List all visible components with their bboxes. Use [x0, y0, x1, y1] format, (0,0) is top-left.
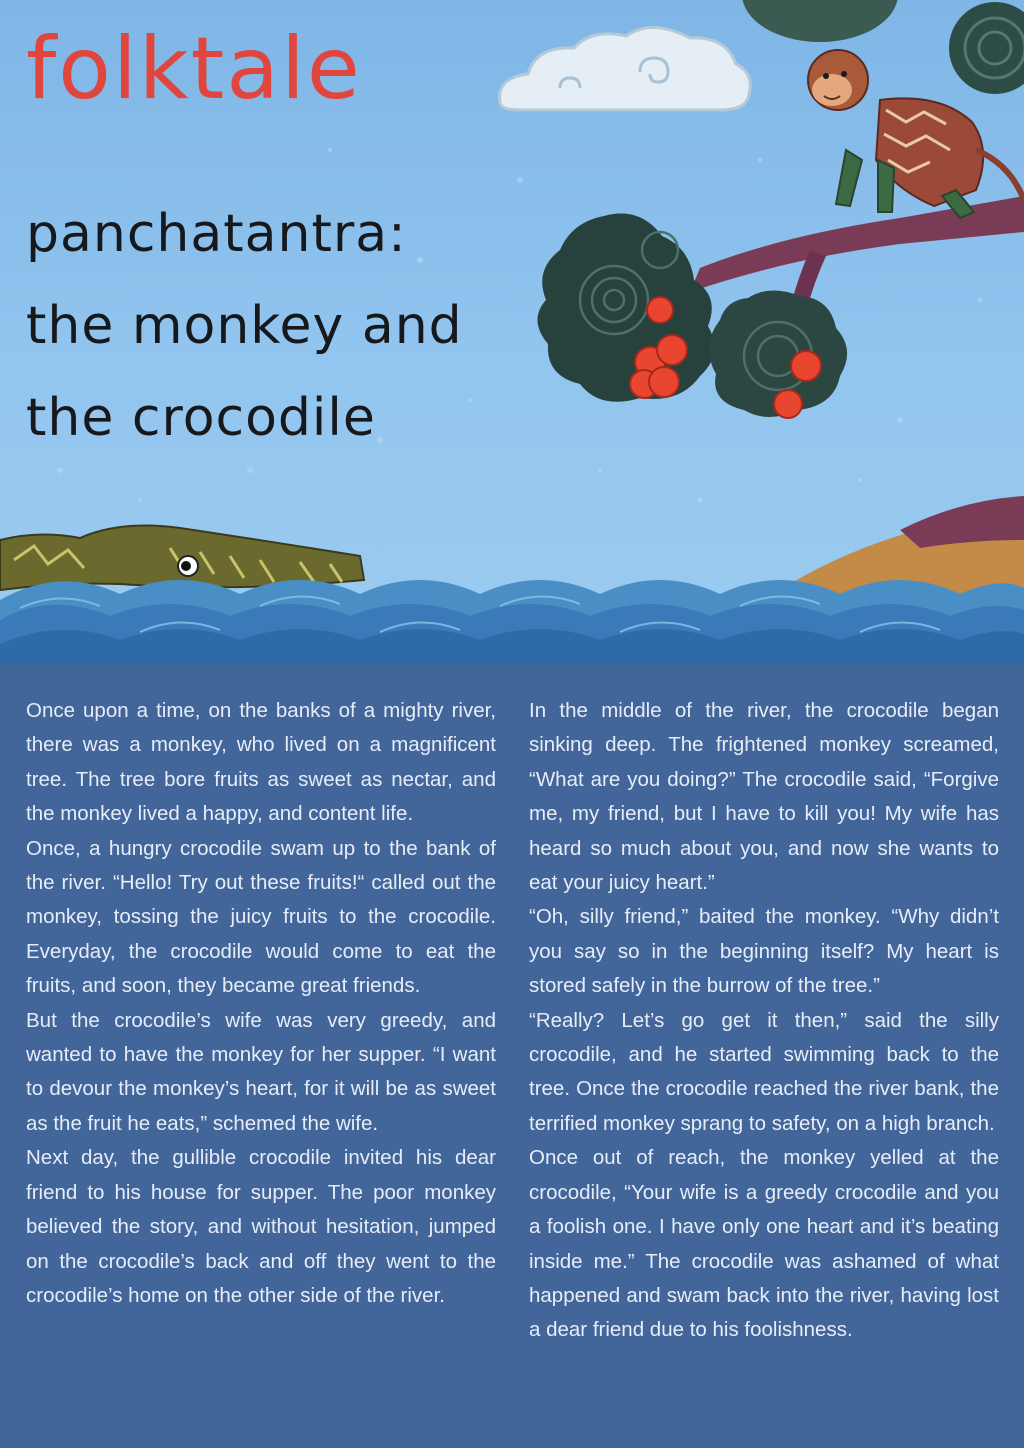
story-column-right [529, 694, 999, 1348]
story-column-left [26, 694, 496, 1313]
folktale-label: folktale [26, 19, 362, 119]
story-paragraph: “Really? Let’s go get it then,” said the silly crocodile, and he started swimming back to the tree. Once the crocodile reached the river bank, the terrified monkey sprang to safety, on a high branch. [529, 1008, 999, 1135]
story-text-panel [0, 664, 1024, 1448]
title-line: the monkey and [26, 296, 463, 356]
story-paragraph: Once, a hungry crocodile swam up to the bank of the river. “Hello! Try out these fruits!“ called out the monkey, tossing the juicy fruits to the crocodile. Everyday, the crocodile would come to eat the fruits, and soon, they became great friends. [26, 836, 496, 998]
story-paragraph: In the middle of the river, the crocodile began sinking deep. The frightened monkey screamed, “What are you doing?” The crocodile said, “Forgive me, my friend, but I have to kill you! My wife has heard so much about you, and now she wants to eat your juicy heart.” [529, 699, 999, 895]
cloud [500, 27, 751, 110]
illustration-banner [0, 0, 1024, 664]
leaf-clusters-top [742, 0, 1024, 94]
story-paragraph: Once out of reach, the monkey yelled at the crocodile, “Your wife is a greedy crocodile and you a foolish one. I have only one heart and it’s beating inside me.” The crocodile was ashamed of what happened and swam back into the river, having lost a dear friend due to his foolishness. [529, 1146, 999, 1342]
story-title [26, 188, 463, 464]
story-paragraph: But the crocodile’s wife was very greedy, and wanted to have the monkey for her supper. “I want to devour the monkey’s heart, for it will be as sweet as the fruit he eats,” schemed the wife. [26, 1008, 496, 1135]
title-line: panchatantra: [26, 204, 407, 264]
story-paragraph: Once upon a time, on the banks of a mighty river, there was a monkey, who lived on a magnificent tree. The tree bore fruits as sweet as nectar, and the monkey lived a happy, and content life. [26, 699, 496, 826]
story-paragraph: “Oh, silly friend,” baited the monkey. “Why didn’t you say so in the beginning itself? My heart is stored safely in the burrow of the tree.” [529, 905, 999, 998]
river-waves [0, 580, 1024, 664]
title-line: the crocodile [26, 388, 376, 448]
story-paragraph: Next day, the gullible crocodile invited his dear friend to his house for supper. The poor monkey believed the story, and without hesitation, jumped on the crocodile’s back and off they went to the crocodile’s home on the other side of the river. [26, 1146, 496, 1307]
